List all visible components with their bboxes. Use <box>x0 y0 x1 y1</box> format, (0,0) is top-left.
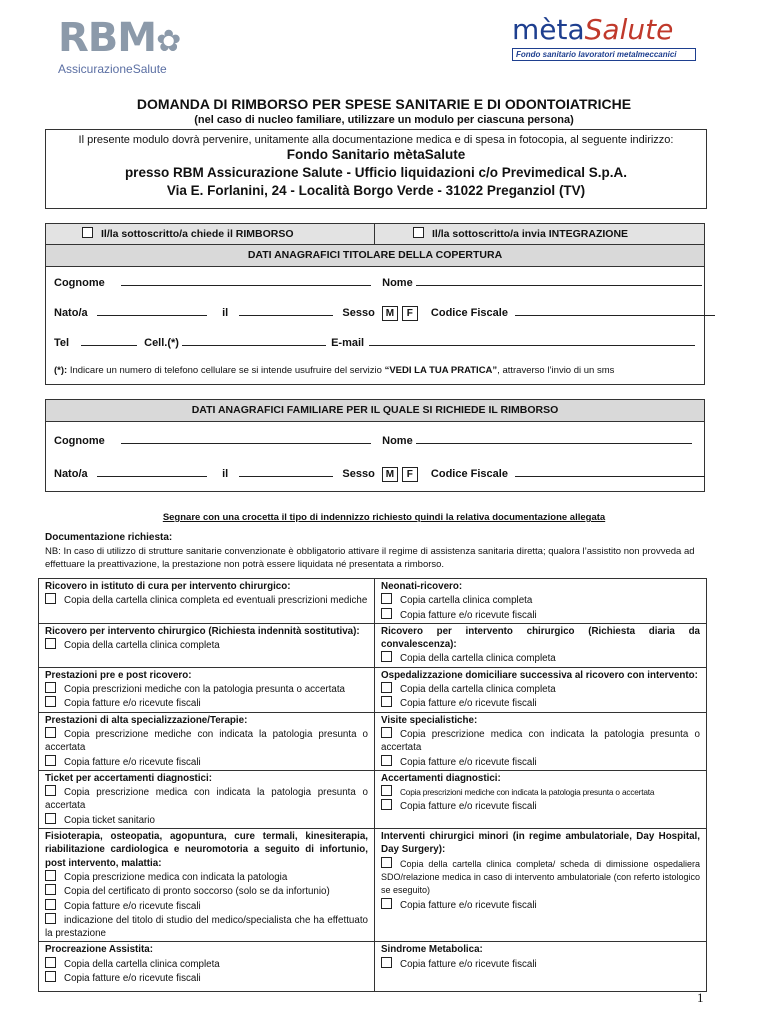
rbm-logo <box>58 15 218 78</box>
option-item[interactable] <box>381 799 700 813</box>
option-item[interactable] <box>45 785 368 813</box>
table-row <box>39 712 707 770</box>
checkbox[interactable] <box>45 971 56 982</box>
cell-heading: Interventi chirurgici minori (in regime ambulatoriale, Day Hospital, Day Surgery): <box>381 831 700 856</box>
holder-cf-field[interactable] <box>515 305 715 316</box>
checkbox[interactable] <box>381 608 392 619</box>
checkbox[interactable] <box>381 755 392 766</box>
option-label: Copia della cartella clinica completa ed eventuali prescrizioni mediche <box>64 595 368 607</box>
request-refund-label: Il/la sottoscritto/a chiede il RIMBORSO <box>101 228 294 240</box>
checkbox[interactable] <box>381 696 392 707</box>
option-label: Copia cartella clinica completa <box>400 595 533 607</box>
option-item[interactable] <box>45 913 368 941</box>
table-row <box>39 623 707 667</box>
holder-email-label: E-mail <box>331 337 365 349</box>
family-form <box>45 399 705 492</box>
checkbox[interactable] <box>381 651 392 662</box>
page-title: DOMANDA DI RIMBORSO PER SPESE SANITARIE E DI ODONTOIATRICHE <box>136 96 632 112</box>
cell-heading: Sindrome Metabolica: <box>381 944 483 956</box>
cell-heading: Fisioterapia, osteopatia, agopuntura, cure termali, kinesiterapia, riabilitazione cardiologica e neuromotoria a seguito di infortunio, post intervento, malattia: <box>45 831 368 869</box>
checkbox[interactable] <box>381 957 392 968</box>
family-sesso-label: Sesso <box>342 468 375 480</box>
option-item[interactable] <box>45 971 368 985</box>
option-item[interactable] <box>45 593 368 607</box>
cell-heading: Visite specialistiche: <box>381 714 478 726</box>
cell-r5r <box>375 770 707 828</box>
cell-r1r <box>375 579 707 624</box>
meta-logo-a: mèta <box>512 13 585 46</box>
cell-r6r <box>375 829 707 942</box>
family-il-label: il <box>222 468 229 480</box>
address-line-2: presso RBM Assicurazione Salute - Ufficio liquidazioni c/o Previmedical S.p.A. <box>124 165 628 180</box>
request-integration-label: Il/la sottoscritto/a invia INTEGRAZIONE <box>432 228 629 240</box>
holder-sex-f[interactable]: F <box>402 306 418 321</box>
integration-checkbox[interactable] <box>413 227 424 238</box>
holder-cell-label: Cell.(*) <box>144 337 179 349</box>
holder-name-row <box>54 275 696 289</box>
table-row <box>39 829 707 942</box>
cell-heading: Ricovero per intervento chirurgico (Richiesta indennità sostitutiva): <box>45 625 360 637</box>
holder-nome-label: Nome <box>382 277 413 289</box>
option-label: Copia fatture e/o ricevute fiscali <box>64 900 201 912</box>
address-box <box>45 129 707 209</box>
holder-sex-m[interactable]: M <box>382 306 398 321</box>
checkbox[interactable] <box>45 755 56 766</box>
option-label: Copia fatture e/o ricevute fiscali <box>400 899 537 911</box>
option-item[interactable] <box>381 696 700 710</box>
option-label: Copia della cartella clinica completa <box>64 958 220 970</box>
option-label: Copia prescrizione medica con indicata la patologia presunta o accertata <box>381 728 700 754</box>
family-birthdate-field[interactable] <box>239 466 333 477</box>
family-nome-label: Nome <box>382 435 413 447</box>
refund-checkbox[interactable] <box>82 227 93 238</box>
cell-r5l <box>39 770 375 828</box>
note-text-b: “VEDI LA TUA PRATICA” <box>384 365 498 376</box>
option-label: Copia fatture e/o ricevute fiscali <box>400 609 537 621</box>
cell-r3r <box>375 667 707 712</box>
option-label: Copia prescrizioni mediche con la patologia presunta o accertata <box>64 684 346 696</box>
rbm-logo-letters: RBM <box>58 15 157 61</box>
family-section-heading: DATI ANAGRAFICI FAMILIARE PER IL QUALE SI RICHIEDE IL RIMBORSO <box>46 400 704 422</box>
checkbox[interactable] <box>381 857 392 868</box>
family-cf-label: Codice Fiscale <box>430 468 508 480</box>
request-refund-option[interactable] <box>46 224 375 244</box>
address-intro: Il presente modulo dovrà pervenire, unitamente alla documentazione medica e di spesa in fotocopia, al seguente indirizzo: <box>78 134 674 146</box>
option-item[interactable] <box>45 957 368 971</box>
checkbox[interactable] <box>45 870 56 881</box>
option-label: Copia della cartella clinica completa <box>64 640 220 652</box>
flower-icon: ✿ <box>156 24 181 59</box>
option-item[interactable] <box>45 638 368 652</box>
checkbox[interactable] <box>45 593 56 604</box>
option-item[interactable] <box>381 651 700 665</box>
option-item[interactable] <box>381 727 700 755</box>
checkbox[interactable] <box>45 813 56 824</box>
table-row <box>39 579 707 624</box>
checkbox[interactable] <box>381 727 392 738</box>
option-item[interactable] <box>381 785 700 799</box>
family-nato-label: Nato/a <box>54 468 88 480</box>
holder-il-label: il <box>222 307 229 319</box>
checkbox[interactable] <box>381 898 392 909</box>
checkbox[interactable] <box>45 638 56 649</box>
holder-section-heading: DATI ANAGRAFICI TITOLARE DELLA COPERTURA <box>46 245 704 267</box>
family-cognome-label: Cognome <box>54 435 105 447</box>
option-item[interactable] <box>45 813 368 827</box>
option-label: Copia prescrizione medica con indicata la patologia <box>64 871 288 883</box>
meta-logo-subtitle: Fondo sanitario lavoratori metalmeccanici <box>512 48 696 61</box>
holder-form <box>45 223 705 385</box>
holder-email-field[interactable] <box>369 335 695 346</box>
option-item[interactable] <box>45 884 368 898</box>
cell-heading: Ospedalizzazione domiciliare successiva al ricovero con intervento: <box>381 669 698 681</box>
cell-r4l <box>39 712 375 770</box>
cell-r7l <box>39 942 375 992</box>
cell-heading: Ricovero in istituto di cura per intervento chirurgico: <box>45 581 291 592</box>
cell-r2r <box>375 623 707 667</box>
option-label: Copia del certificato di pronto soccorso (solo se da infortunio) <box>64 886 330 898</box>
holder-cognome-label: Cognome <box>54 277 105 289</box>
checkbox[interactable] <box>381 593 392 604</box>
holder-cognome-field[interactable] <box>121 275 371 286</box>
holder-nome-field[interactable] <box>416 275 702 286</box>
option-item[interactable] <box>381 857 700 898</box>
cell-heading: Prestazioni di alta specializzazione/Terapie: <box>45 714 248 726</box>
request-integration-option[interactable] <box>375 224 704 244</box>
table-row <box>39 942 707 992</box>
option-label: Copia prescrizione medica con indicata la patologia presunta o accertata <box>45 787 368 812</box>
option-item[interactable] <box>381 593 700 607</box>
option-item[interactable] <box>45 870 368 884</box>
checkbox[interactable] <box>45 957 56 968</box>
note-text-a: Indicare un numero di telefono cellulare se si intende usufruire del servizio <box>69 365 385 376</box>
documentation-heading: Documentazione richiesta: <box>45 532 173 543</box>
cell-heading: Accertamenti diagnostici: <box>381 772 501 784</box>
metasalute-logo <box>512 14 696 76</box>
address-line-1: Fondo Sanitario mètaSalute <box>286 147 466 162</box>
holder-tel-label: Tel <box>54 337 70 349</box>
checkbox[interactable] <box>381 799 392 810</box>
cell-r2l <box>39 623 375 667</box>
option-item[interactable] <box>45 755 368 769</box>
note-star: (*): <box>54 365 68 376</box>
table-row <box>39 667 707 712</box>
checkbox[interactable] <box>45 696 56 707</box>
family-sex-m[interactable]: M <box>382 467 398 482</box>
option-item[interactable] <box>45 682 368 696</box>
option-label: Copia fatture e/o ricevute fiscali <box>400 756 537 768</box>
holder-cell-field[interactable] <box>182 335 326 346</box>
holder-birthplace-field[interactable] <box>97 305 207 316</box>
cell-r7r <box>375 942 707 992</box>
cell-r1l <box>39 579 375 624</box>
indemnity-instruction: Segnare con una crocetta il tipo di indennizzo richiesto quindi la relativa documentazione allegata <box>162 512 606 523</box>
request-type-row <box>46 224 704 245</box>
holder-contact-row <box>54 335 696 349</box>
option-label: Copia fatture e/o ricevute fiscali <box>64 756 201 768</box>
family-name-row <box>54 433 696 447</box>
family-birth-row <box>54 466 696 482</box>
holder-birthdate-field[interactable] <box>239 305 333 316</box>
holder-phone-note <box>54 365 614 376</box>
option-label: Copia prescrizioni mediche con indicata la patologia presunta o accertata <box>400 787 655 798</box>
cell-heading: Procreazione Assistita: <box>45 944 153 956</box>
option-item[interactable] <box>45 899 368 913</box>
option-label: Copia fatture e/o ricevute fiscali <box>64 973 201 985</box>
cell-heading: Ricovero per intervento chirurgico (Richiesta diaria da convalescenza): <box>381 625 700 651</box>
checkbox[interactable] <box>45 899 56 910</box>
option-label: Copia della cartella clinica completa/ scheda di dimissione ospedaliera SDO/relazione medica in caso di intervento ambulatoriale (con referto istologico se eseguito) <box>381 858 700 896</box>
family-cf-field[interactable] <box>515 466 705 477</box>
holder-nato-label: Nato/a <box>54 307 88 319</box>
option-label: Copia della cartella clinica completa <box>400 653 556 665</box>
checkbox[interactable] <box>45 913 56 924</box>
meta-logo-b: Salute <box>584 13 674 46</box>
holder-birth-row <box>54 305 696 321</box>
holder-sesso-label: Sesso <box>342 307 375 319</box>
option-label: indicazione del titolo di studio del medico/specialista che ha effettuato la prestazione <box>45 914 368 940</box>
cell-heading: Ticket per accertamenti diagnostici: <box>45 772 212 784</box>
cell-r4r <box>375 712 707 770</box>
checkbox[interactable] <box>45 884 56 895</box>
table-row <box>39 770 707 828</box>
address-line-3: Via E. Forlanini, 24 - Località Borgo Verde - 31022 Preganziol (TV) <box>166 183 586 198</box>
option-label: Copia ticket sanitario <box>64 814 155 826</box>
cell-heading: Neonati-ricovero: <box>381 581 463 592</box>
cell-r3l <box>39 667 375 712</box>
page-number: 1 <box>697 990 704 1005</box>
family-nome-field[interactable] <box>416 433 692 444</box>
option-item[interactable] <box>45 727 368 755</box>
option-label: Copia fatture e/o ricevute fiscali <box>64 698 201 710</box>
option-item[interactable] <box>381 608 700 622</box>
option-item[interactable] <box>381 682 700 696</box>
checkbox[interactable] <box>381 785 392 796</box>
option-label: Copia fatture e/o ricevute fiscali <box>400 958 537 970</box>
indemnity-table <box>38 578 707 992</box>
nb-note: NB: In caso di utilizzo di strutture sanitarie convenzionate è obbligatorio attivare il regime di assistenza sanitaria diretta; qualora l’assistito non provveda ad effettuare la preattivazione, la prestazione non potrà essere liquidata né presentata a rimborso. <box>45 546 695 570</box>
rbm-logo-subtitle: AssicurazioneSalute <box>58 62 167 76</box>
holder-tel-field[interactable] <box>81 335 137 346</box>
checkbox[interactable] <box>45 682 56 693</box>
option-item[interactable] <box>381 898 700 912</box>
family-birthplace-field[interactable] <box>97 466 207 477</box>
checkbox[interactable] <box>381 682 392 693</box>
option-label: Copia prescrizione mediche con indicata la patologia presunta o accertata <box>45 728 368 754</box>
cell-r6l <box>39 829 375 942</box>
option-item[interactable] <box>381 755 700 769</box>
option-label: Copia fatture e/o ricevute fiscali <box>400 801 537 813</box>
option-label: Copia della cartella clinica completa <box>400 684 556 696</box>
cell-heading: Prestazioni pre e post ricovero: <box>45 669 192 681</box>
note-text-c: , attraverso l’invio di un sms <box>497 365 615 376</box>
option-item[interactable] <box>45 696 368 710</box>
family-cognome-field[interactable] <box>121 433 371 444</box>
checkbox[interactable] <box>45 727 56 738</box>
checkbox[interactable] <box>45 785 56 796</box>
holder-cf-label: Codice Fiscale <box>430 307 508 319</box>
option-item[interactable] <box>381 957 700 971</box>
option-label: Copia fatture e/o ricevute fiscali <box>400 698 537 710</box>
family-sex-f[interactable]: F <box>402 467 418 482</box>
page-subtitle: (nel caso di nucleo familiare, utilizzare un modulo per ciascuna persona) <box>194 114 574 126</box>
